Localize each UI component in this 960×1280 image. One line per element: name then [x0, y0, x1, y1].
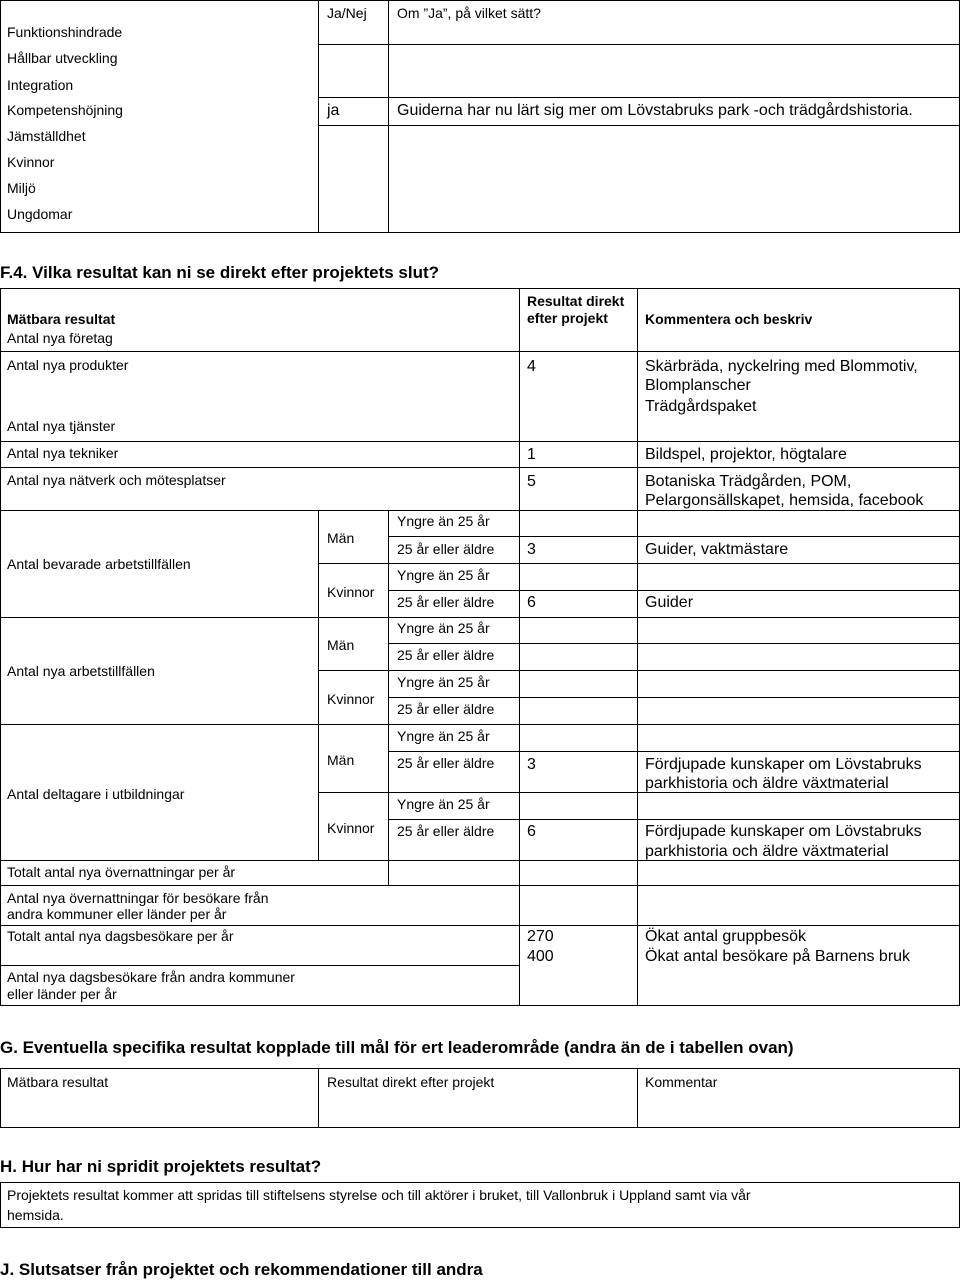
row-label: andra kommuner eller länder per år [7, 906, 227, 922]
rule [318, 125, 960, 126]
col-result-header: Resultat direkt [527, 293, 625, 309]
row-label: Antal nya tjänster [7, 418, 116, 434]
col-measurable-header: Mätbara resultat [7, 311, 116, 327]
row-comment: Skärbräda, nyckelring med Blommotiv, [645, 358, 918, 375]
age-label: 25 år eller äldre [397, 647, 495, 663]
rule [0, 441, 960, 442]
row-label: Antal bevarade arbetstillfällen [7, 556, 191, 572]
rule [519, 288, 520, 1006]
col-comment-header: Kommentera och beskriv [645, 311, 813, 327]
gender-label: Män [327, 752, 355, 768]
rule [0, 288, 960, 289]
row-label: Antal nya arbetstillfällen [7, 663, 155, 679]
row-label: Antal nya tekniker [7, 445, 119, 461]
row-value: 6 [527, 823, 536, 840]
rule [0, 1068, 960, 1069]
section-f4-heading: F.4. Vilka resultat kan ni se direkt efter projektets slut? [0, 263, 440, 282]
age-label: Yngre än 25 år [397, 728, 490, 744]
rule [318, 0, 319, 233]
rule [318, 44, 960, 45]
col-result-header: efter projekt [527, 310, 608, 326]
section-j-heading: J. Slutsatser från projektet och rekommendationer till andra [0, 1260, 483, 1279]
rule [0, 232, 960, 233]
age-label: Yngre än 25 år [397, 796, 490, 812]
rule [318, 563, 960, 564]
row-label: Kompetenshöjning [7, 102, 123, 118]
rule [0, 1182, 1, 1228]
row-comment: Guider, vaktmästare [645, 541, 789, 558]
rule [0, 1005, 960, 1006]
rule [0, 925, 960, 926]
col-header: Kommentar [645, 1074, 718, 1090]
row-comment: Ökat antal besökare på Barnens bruk [645, 948, 911, 965]
row-label: Totalt antal nya övernattningar per år [7, 864, 236, 880]
age-label: 25 år eller äldre [397, 755, 495, 771]
age-label: 25 år eller äldre [397, 594, 495, 610]
rule [388, 860, 389, 885]
row-value: 3 [527, 541, 536, 558]
rule [0, 1227, 960, 1228]
row-label: Funktionshindrade [7, 24, 123, 40]
rule [388, 697, 960, 698]
section-h-heading: H. Hur har ni spridit projektets resultat? [0, 1157, 322, 1176]
col-header: Mätbara resultat [7, 1074, 109, 1090]
row-comment: Guider [645, 594, 694, 611]
age-label: 25 år eller äldre [397, 701, 495, 717]
age-label: Yngre än 25 år [397, 674, 490, 690]
rule [0, 1127, 960, 1128]
rule [0, 0, 960, 1]
row-label: Ungdomar [7, 206, 73, 222]
rule [388, 819, 960, 820]
age-label: 25 år eller äldre [397, 823, 495, 839]
rule [0, 965, 519, 966]
row-comment: parkhistoria och äldre växtmaterial [645, 775, 889, 792]
row-label: Antal nya nätverk och mötesplatser [7, 472, 226, 488]
row-comment: Fördjupade kunskaper om Lövstabruks [645, 823, 922, 840]
row-value: 1 [527, 446, 536, 463]
row-label: Antal deltagare i utbildningar [7, 786, 185, 802]
rule [318, 670, 960, 671]
row-value: 3 [527, 756, 536, 773]
rule [318, 97, 960, 98]
dissemination-text: hemsida. [7, 1207, 64, 1223]
row-label: Totalt antal nya dagsbesökare per år [7, 928, 234, 944]
age-label: Yngre än 25 år [397, 620, 490, 636]
rule [0, 724, 960, 725]
row-label: Hållbar utveckling [7, 50, 118, 66]
rule [637, 288, 638, 1006]
row-label: Kvinnor [7, 154, 55, 170]
row-comment: Trädgårdspaket [645, 398, 757, 415]
row-how: Guiderna har nu lärt sig mer om Lövstabruks park -och trädgårdshistoria. [397, 102, 913, 119]
row-comment: Botaniska Trädgården, POM, [645, 473, 852, 490]
row-label: Antal nya produkter [7, 357, 129, 373]
rule [318, 1068, 319, 1128]
row-value: 400 [527, 948, 554, 965]
gender-label: Kvinnor [327, 584, 375, 600]
rule [388, 536, 960, 537]
row-label: Miljö [7, 180, 36, 196]
row-label: Integration [7, 77, 74, 93]
age-label: Yngre än 25 år [397, 567, 490, 583]
rule [388, 0, 389, 233]
rule [0, 617, 960, 618]
rule [388, 643, 960, 644]
row-value: 6 [527, 594, 536, 611]
row-comment: Pelargonsällskapet, hemsida, facebook [645, 492, 924, 509]
gender-label: Män [327, 637, 355, 653]
row-value: 270 [527, 928, 554, 945]
row-comment: Fördjupade kunskaper om Lövstabruks [645, 756, 922, 773]
row-value: 4 [527, 358, 536, 375]
rule [0, 288, 1, 1006]
rule [0, 1068, 1, 1128]
dissemination-text: Projektets resultat kommer att spridas till stiftelsens styrelse och till aktörer i bruket, till Vallonbruk i Uppland samt via vår [7, 1187, 751, 1203]
row-label: eller länder per år [7, 986, 117, 1002]
row-value: 5 [527, 473, 536, 490]
section-g-heading: G. Eventuella specifika resultat kopplade till mål för ert leaderområde (andra än de i tabellen ovan) [0, 1038, 794, 1057]
rule [0, 351, 960, 352]
row-comment: parkhistoria och äldre växtmaterial [645, 843, 889, 860]
row-comment: Bildspel, projektor, högtalare [645, 446, 847, 463]
col-yesno-header: Ja/Nej [327, 5, 367, 21]
rule [637, 1068, 638, 1128]
age-label: 25 år eller äldre [397, 541, 495, 557]
rule [0, 467, 960, 468]
row-label: Jämställdhet [7, 128, 86, 144]
row-label: Antal nya övernattningar för besökare från [7, 890, 269, 906]
col-header: Resultat direkt efter projekt [327, 1074, 495, 1090]
row-comment: Ökat antal gruppbesök [645, 928, 806, 945]
row-comment: Blomplanscher [645, 377, 751, 394]
rule [0, 1182, 960, 1183]
rule [0, 885, 960, 886]
col-how-header: Om ”Ja”, på vilket sätt? [397, 5, 541, 21]
gender-label: Kvinnor [327, 691, 375, 707]
rule [388, 590, 960, 591]
row-label: Antal nya dagsbesökare från andra kommuner [7, 969, 295, 985]
gender-label: Kvinnor [327, 820, 375, 836]
rule [388, 751, 960, 752]
row-yesno: ja [327, 102, 340, 119]
age-label: Yngre än 25 år [397, 513, 490, 529]
gender-label: Män [327, 530, 355, 546]
row-label: Antal nya företag [7, 330, 113, 346]
rule [0, 0, 1, 233]
